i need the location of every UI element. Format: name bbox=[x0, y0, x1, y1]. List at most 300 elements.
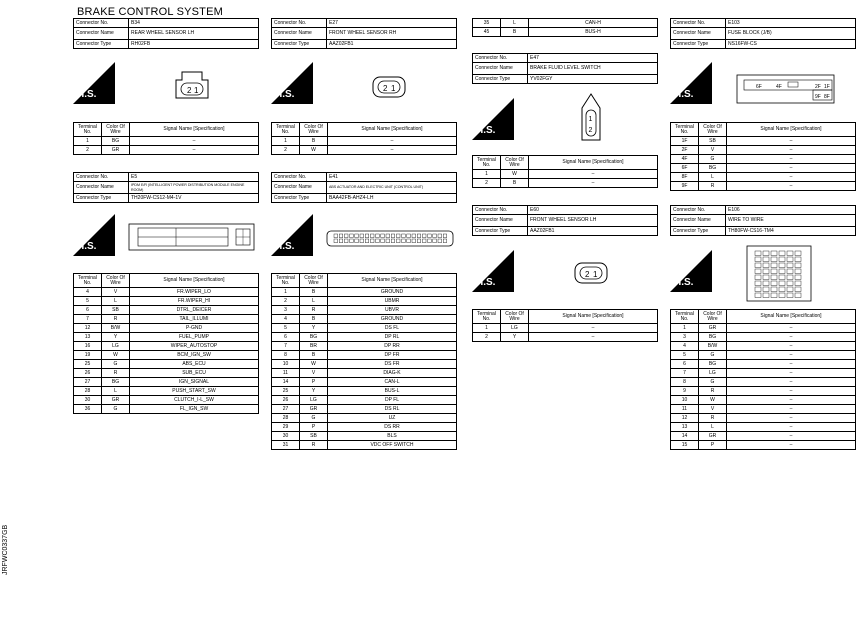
wire-color: Y bbox=[102, 333, 130, 342]
signal-name: BLS bbox=[328, 432, 457, 441]
table-row bbox=[74, 146, 259, 155]
table-row bbox=[272, 288, 457, 297]
wire-color: W bbox=[102, 351, 130, 360]
terminal-no: 15 bbox=[671, 441, 699, 450]
table-row bbox=[272, 396, 457, 405]
terminal-no: 13 bbox=[671, 423, 699, 432]
table-row bbox=[272, 369, 457, 378]
wire-color: GR bbox=[699, 432, 727, 441]
connector-name-value: FUSE BLOCK (J/B) bbox=[726, 28, 856, 40]
terminal-no: 5 bbox=[671, 351, 699, 360]
table-row bbox=[671, 396, 856, 405]
terminal-no: 25 bbox=[74, 360, 102, 369]
wire-color: SB bbox=[699, 137, 727, 146]
signal-name: BUS-H bbox=[529, 28, 658, 37]
signal-name: DS RR bbox=[328, 423, 457, 432]
wire-color: G bbox=[699, 378, 727, 387]
signal-table: Terminal No. Color Of Wire Signal Name [Specification] 1 GR – 3 BG – 4 B/W – 5 G – 6 BG – 7 LG – 8 G – 9 R – 10 W – 11 V – 12 R – 13 L – 14 GR – 15 P – bbox=[670, 309, 856, 450]
table-row bbox=[671, 432, 856, 441]
signal-name: GROUND bbox=[328, 315, 457, 324]
wire-color: GR bbox=[102, 146, 130, 155]
table-row bbox=[473, 333, 658, 342]
signal-name: – bbox=[529, 179, 658, 188]
connector-info-table: Connector No. E41 Connector Name ABS ACTUATOR AND ELECTRIC UNIT (CONTROL UNIT) Connector Type BAA42FB-AHZ4-LH bbox=[271, 172, 457, 203]
table-row bbox=[671, 360, 856, 369]
terminal-no: 7 bbox=[671, 369, 699, 378]
signal-table: Terminal No. Color Of Wire Signal Name [Specification] 1 W – 2 B – bbox=[472, 155, 658, 188]
wire-color: L bbox=[699, 173, 727, 182]
pin-label: 1 bbox=[593, 270, 598, 279]
signal-name: DP RR bbox=[328, 342, 457, 351]
wire-color: B/W bbox=[102, 324, 130, 333]
label-connector-no: Connector No. bbox=[74, 19, 129, 28]
label-connector-name: Connector Name bbox=[74, 28, 129, 40]
signal-name: – bbox=[727, 378, 856, 387]
terminal-no: 11 bbox=[272, 369, 300, 378]
wire-color: R bbox=[699, 387, 727, 396]
terminal-no: 2 bbox=[473, 333, 501, 342]
svg-text:9F: 9F bbox=[815, 94, 821, 100]
table-row bbox=[74, 351, 259, 360]
wire-color: V bbox=[699, 146, 727, 155]
e103-connector-face bbox=[736, 73, 836, 105]
e106-signal-table-wrap bbox=[670, 309, 856, 450]
terminal-no: 14 bbox=[671, 432, 699, 441]
wire-color: Y bbox=[300, 387, 328, 396]
signal-name: DS FR bbox=[328, 360, 457, 369]
signal-name: VDC OFF SWITCH bbox=[328, 441, 457, 450]
connector-no-value: E41 bbox=[327, 173, 457, 182]
hs-icon: H.S. bbox=[73, 62, 115, 104]
wire-color: R bbox=[699, 414, 727, 423]
terminal-no: 9 bbox=[671, 387, 699, 396]
connector-no-value: B34 bbox=[129, 19, 259, 28]
table-row bbox=[671, 137, 856, 146]
terminal-no: 19 bbox=[74, 351, 102, 360]
signal-table: Terminal No. Color Of Wire Signal Name [Specification] 1 LG – 2 Y – bbox=[472, 309, 658, 342]
terminal-no: 6 bbox=[74, 306, 102, 315]
wire-color: BG bbox=[102, 378, 130, 387]
terminal-no: 2 bbox=[74, 146, 102, 155]
two-pin-connector-face bbox=[572, 258, 612, 288]
wire-color: P bbox=[699, 441, 727, 450]
signal-name: P-GND bbox=[130, 324, 259, 333]
e47-connector-face bbox=[578, 92, 604, 144]
terminal-no: 28 bbox=[272, 414, 300, 423]
table-row bbox=[272, 342, 457, 351]
table-row bbox=[671, 155, 856, 164]
signal-name: BCM_IGN_SW bbox=[130, 351, 259, 360]
wire-color: B bbox=[300, 351, 328, 360]
connector-e47 bbox=[472, 53, 658, 84]
table-row bbox=[671, 441, 856, 450]
table-row bbox=[473, 324, 658, 333]
connector-e5 bbox=[73, 172, 259, 203]
terminal-no: 10 bbox=[272, 360, 300, 369]
pin-label: 1 bbox=[588, 116, 593, 123]
table-row bbox=[272, 360, 457, 369]
signal-name: – bbox=[727, 164, 856, 173]
signal-name: – bbox=[727, 342, 856, 351]
two-pin-connector-face bbox=[370, 72, 410, 102]
signal-name: FR.WIPER_HI bbox=[130, 297, 259, 306]
table-row bbox=[272, 414, 457, 423]
table-row bbox=[74, 306, 259, 315]
wire-color: BG bbox=[699, 333, 727, 342]
wire-color: V bbox=[300, 369, 328, 378]
signal-name: GROUND bbox=[328, 288, 457, 297]
table-row bbox=[74, 315, 259, 324]
connector-type-value: RH02FB bbox=[129, 40, 259, 49]
wire-color: G bbox=[699, 351, 727, 360]
wire-color: B bbox=[300, 137, 328, 146]
wire-color: V bbox=[699, 405, 727, 414]
wire-color: LG bbox=[102, 342, 130, 351]
signal-name: – bbox=[727, 387, 856, 396]
terminal-no: 35 bbox=[473, 19, 501, 28]
b34-signal-table-wrap bbox=[73, 122, 259, 155]
signal-table: Terminal No. Color Of Wire Signal Name [Specification] 1 BG – 2 GR – bbox=[73, 122, 259, 155]
signal-name: DS FL bbox=[328, 324, 457, 333]
signal-name: UZ bbox=[328, 414, 457, 423]
wire-color: B/W bbox=[699, 342, 727, 351]
terminal-no: 5 bbox=[272, 324, 300, 333]
signal-table: Terminal No. Color Of Wire Signal Name [Specification] 1 B – 2 W – bbox=[271, 122, 457, 155]
hs-icon: H.S. bbox=[670, 250, 712, 292]
wire-color: W bbox=[300, 360, 328, 369]
table-row bbox=[272, 146, 457, 155]
table-row bbox=[671, 146, 856, 155]
connector-no-value: E27 bbox=[327, 19, 457, 28]
signal-name: – bbox=[727, 396, 856, 405]
signal-name: IGN_SIGNAL bbox=[130, 378, 259, 387]
terminal-no: 28 bbox=[74, 387, 102, 396]
svg-text:2F: 2F bbox=[815, 84, 821, 90]
wire-color: P bbox=[300, 378, 328, 387]
signal-name: BUS-L bbox=[328, 387, 457, 396]
signal-name: FR.WIPER_LO bbox=[130, 288, 259, 297]
hs-icon: H.S. bbox=[472, 250, 514, 292]
e27-signal-table-wrap bbox=[271, 122, 457, 155]
signal-name: – bbox=[328, 137, 457, 146]
connector-name-value: WIRE TO WIRE bbox=[726, 215, 856, 227]
wire-color: R bbox=[300, 441, 328, 450]
table-row bbox=[671, 387, 856, 396]
terminal-no: 30 bbox=[74, 396, 102, 405]
connector-name-value: REAR WHEEL SENSOR LH bbox=[129, 28, 259, 40]
table-row bbox=[74, 369, 259, 378]
signal-name: – bbox=[727, 155, 856, 164]
terminal-no: 3 bbox=[272, 306, 300, 315]
signal-name: ABS_ECU bbox=[130, 360, 259, 369]
terminal-no: 8 bbox=[272, 351, 300, 360]
two-pin-connector-face bbox=[172, 68, 212, 102]
table-row bbox=[272, 351, 457, 360]
connector-type-value: TH80FW-CS16-TM4 bbox=[726, 227, 856, 236]
signal-table bbox=[472, 18, 658, 37]
e60-signal-table-wrap bbox=[472, 309, 658, 342]
terminal-no: 2 bbox=[473, 179, 501, 188]
terminal-no: 6F bbox=[671, 164, 699, 173]
e5-connector-face bbox=[128, 222, 256, 252]
connector-name-value: BRAKE FLUID LEVEL SWITCH bbox=[528, 63, 658, 75]
table-row bbox=[74, 387, 259, 396]
signal-name: DIAG-K bbox=[328, 369, 457, 378]
connector-info-table: Connector No. E103 Connector Name FUSE BLOCK (J/B) Connector Type NS16FW-CS bbox=[670, 18, 856, 49]
connector-info-table: Connector No. E27 Connector Name FRONT WHEEL SENSOR RH Connector Type AAZ02FB1 bbox=[271, 18, 457, 49]
signal-name: UBMR bbox=[328, 297, 457, 306]
signal-table: Terminal No. Color Of Wire Signal Name [Specification] 1F SB – 2F V – 4F G – 6F BG – 8F L – 9F R – bbox=[670, 122, 856, 191]
terminal-no: 25 bbox=[272, 387, 300, 396]
connector-no-value: E103 bbox=[726, 19, 856, 28]
terminal-no: 1 bbox=[272, 137, 300, 146]
connector-name-value: FRONT WHEEL SENSOR RH bbox=[327, 28, 457, 40]
signal-name: DP FR bbox=[328, 351, 457, 360]
signal-name: – bbox=[727, 333, 856, 342]
terminal-no: 12 bbox=[74, 324, 102, 333]
terminal-no: 1 bbox=[473, 324, 501, 333]
signal-name: – bbox=[727, 441, 856, 450]
terminal-no: 4 bbox=[671, 342, 699, 351]
wire-color: SB bbox=[300, 432, 328, 441]
terminal-no: 12 bbox=[671, 414, 699, 423]
signal-name: PUSH_START_SW bbox=[130, 387, 259, 396]
page-title: BRAKE CONTROL SYSTEM bbox=[77, 6, 224, 18]
table-row bbox=[74, 342, 259, 351]
connector-info-table: Connector No. E106 Connector Name WIRE TO WIRE Connector Type TH80FW-CS16-TM4 bbox=[670, 205, 856, 236]
terminal-no: 10 bbox=[671, 396, 699, 405]
wire-color: R bbox=[102, 369, 130, 378]
signal-name: DP RL bbox=[328, 333, 457, 342]
signal-name: – bbox=[130, 146, 259, 155]
wire-color: B bbox=[300, 315, 328, 324]
table-row bbox=[671, 378, 856, 387]
signal-name: DTRL_DEICER bbox=[130, 306, 259, 315]
connector-e27 bbox=[271, 18, 457, 49]
terminal-no: 7 bbox=[272, 342, 300, 351]
wire-color: BG bbox=[102, 137, 130, 146]
wire-color: BG bbox=[699, 164, 727, 173]
wire-color: L bbox=[501, 19, 529, 28]
label-connector-type: Connector Type bbox=[74, 40, 129, 49]
table-row bbox=[473, 19, 658, 28]
connector-type-value: NS16FW-CS bbox=[726, 40, 856, 49]
signal-name: – bbox=[727, 137, 856, 146]
wire-color: G bbox=[699, 155, 727, 164]
terminal-no: 26 bbox=[272, 396, 300, 405]
terminal-no: 16 bbox=[74, 342, 102, 351]
table-row bbox=[272, 387, 457, 396]
signal-name: CAN-L bbox=[328, 378, 457, 387]
table-row bbox=[272, 315, 457, 324]
e41-signal-table-wrap bbox=[271, 273, 457, 450]
wire-color: BR bbox=[300, 342, 328, 351]
terminal-no: 8 bbox=[671, 378, 699, 387]
signal-name: DS RL bbox=[328, 405, 457, 414]
terminal-no: 11 bbox=[671, 405, 699, 414]
pin-label: 2 bbox=[585, 270, 590, 279]
signal-name: FUEL_PUMP bbox=[130, 333, 259, 342]
e41-continuation bbox=[472, 18, 658, 37]
pin-label: 2 bbox=[588, 127, 593, 134]
table-row bbox=[272, 306, 457, 315]
wire-color: LG bbox=[699, 369, 727, 378]
wire-color: G bbox=[300, 414, 328, 423]
connector-type-value: YV02FGY bbox=[528, 75, 658, 84]
table-row bbox=[272, 333, 457, 342]
wire-color: LG bbox=[300, 396, 328, 405]
pin-label: 1 bbox=[194, 86, 199, 95]
terminal-no: 4F bbox=[671, 155, 699, 164]
table-row bbox=[74, 405, 259, 414]
terminal-no: 26 bbox=[74, 369, 102, 378]
svg-text:4F: 4F bbox=[776, 84, 782, 90]
wire-color: Y bbox=[501, 333, 529, 342]
wire-color: B bbox=[300, 288, 328, 297]
wire-color: L bbox=[102, 387, 130, 396]
connector-no-value: E5 bbox=[129, 173, 259, 182]
table-row bbox=[671, 423, 856, 432]
signal-name: CAN-H bbox=[529, 19, 658, 28]
wire-color: V bbox=[102, 288, 130, 297]
terminal-no: 2F bbox=[671, 146, 699, 155]
terminal-no: 1 bbox=[671, 324, 699, 333]
wire-color: L bbox=[102, 297, 130, 306]
signal-name: – bbox=[727, 182, 856, 191]
terminal-no: 9F bbox=[671, 182, 699, 191]
connector-info-table: Connector No. E60 Connector Name FRONT WHEEL SENSOR LH Connector Type AAZ02FB1 bbox=[472, 205, 658, 236]
table-row bbox=[272, 441, 457, 450]
signal-name: – bbox=[727, 369, 856, 378]
connector-info-table: Connector No. E5 Connector Name IPDM E/R (INTELLIGENT POWER DISTRIBUTION MODULE ENGINE ROOM) Connector Type TH20FW-CS12-M4-1V bbox=[73, 172, 259, 203]
connector-type-value: TH20FW-CS12-M4-1V bbox=[129, 194, 259, 203]
connector-e103 bbox=[670, 18, 856, 49]
signal-name: – bbox=[727, 414, 856, 423]
signal-name: FL_IGN_SW bbox=[130, 405, 259, 414]
wire-color: G bbox=[102, 405, 130, 414]
table-row bbox=[671, 324, 856, 333]
connector-name-value: FRONT WHEEL SENSOR LH bbox=[528, 215, 658, 227]
e106-connector-face bbox=[745, 244, 815, 304]
table-row bbox=[74, 378, 259, 387]
table-row bbox=[671, 405, 856, 414]
table-row bbox=[272, 324, 457, 333]
terminal-no: 1 bbox=[473, 170, 501, 179]
table-row bbox=[272, 423, 457, 432]
table-row bbox=[74, 137, 259, 146]
terminal-no: 1 bbox=[74, 137, 102, 146]
table-row bbox=[671, 182, 856, 191]
hs-icon: H.S. bbox=[271, 214, 313, 256]
wire-color: W bbox=[699, 396, 727, 405]
hs-icon: H.S. bbox=[73, 214, 115, 256]
signal-name: – bbox=[727, 146, 856, 155]
table-row bbox=[74, 396, 259, 405]
pin-label: 2 bbox=[187, 86, 192, 95]
signal-name: – bbox=[328, 146, 457, 155]
connector-no-value: E106 bbox=[726, 206, 856, 215]
connector-no-value: E60 bbox=[528, 206, 658, 215]
table-row bbox=[74, 324, 259, 333]
signal-table: Terminal No. Color Of Wire Signal Name [Specification] 4 V FR.WIPER_LO 5 L FR.WIPER_HI 6 SB DTRL_DEICER 7 R TAIL_ILLUMI 12 B/W P-GND 13 Y FUEL_PUMP 16 LG WIPER_AUTOSTOP 19 W BCM_IGN_SW 25 G ABS_ECU 26 R SUB_ECU 27 BG IGN_SIGNAL 28 L PUSH_START_SW 30 GR CLUTCH_I-L_SW 36 G FL_IGN_SW bbox=[73, 273, 259, 414]
wire-color: GR bbox=[699, 324, 727, 333]
wire-color: SB bbox=[102, 306, 130, 315]
signal-name: – bbox=[130, 137, 259, 146]
table-row bbox=[473, 170, 658, 179]
connector-e41 bbox=[271, 172, 457, 203]
table-row bbox=[74, 360, 259, 369]
terminal-no: 2 bbox=[272, 297, 300, 306]
e41-connector-face bbox=[326, 229, 456, 249]
terminal-no: 5 bbox=[74, 297, 102, 306]
table-row bbox=[671, 173, 856, 182]
terminal-no: 8F bbox=[671, 173, 699, 182]
signal-table: Terminal No. Color Of Wire Signal Name [Specification] 1 B GROUND 2 L UBMR 3 R UBVR 4 B GROUND 5 Y DS FL 6 BG DP RL 7 BR DP RR 8 B DP FR 10 W DS FR 11 V DIAG-K 14 P CAN-L 25 Y BUS-L 26 LG DP FL 27 GR DS RL 28 G UZ 29 P DS RR 30 SB BLS 31 R VDC OFF SWITCH bbox=[271, 273, 457, 450]
connector-e106 bbox=[670, 205, 856, 236]
terminal-no: 31 bbox=[272, 441, 300, 450]
signal-name: – bbox=[727, 351, 856, 360]
table-row bbox=[671, 351, 856, 360]
table-row bbox=[671, 164, 856, 173]
connector-info-table: Connector No. E47 Connector Name BRAKE FLUID LEVEL SWITCH Connector Type YV02FGY bbox=[472, 53, 658, 84]
table-row bbox=[272, 378, 457, 387]
wire-color: R bbox=[300, 306, 328, 315]
wire-color: B bbox=[501, 28, 529, 37]
wire-color: LG bbox=[501, 324, 529, 333]
hs-icon: H.S. bbox=[271, 62, 313, 104]
e47-signal-table-wrap bbox=[472, 155, 658, 188]
terminal-no: 27 bbox=[74, 378, 102, 387]
pin-label: 2 bbox=[383, 84, 388, 93]
svg-text:8F: 8F bbox=[824, 94, 830, 100]
wire-color: BG bbox=[699, 360, 727, 369]
terminal-no: 2 bbox=[272, 146, 300, 155]
wire-color: BG bbox=[300, 333, 328, 342]
connector-no-value: E47 bbox=[528, 54, 658, 63]
terminal-no: 4 bbox=[272, 315, 300, 324]
wire-color: Y bbox=[300, 324, 328, 333]
terminal-no: 30 bbox=[272, 432, 300, 441]
wire-color: L bbox=[300, 297, 328, 306]
table-row bbox=[671, 414, 856, 423]
hs-icon: H.S. bbox=[670, 62, 712, 104]
signal-name: WIPER_AUTOSTOP bbox=[130, 342, 259, 351]
wire-color: R bbox=[102, 315, 130, 324]
svg-text:6F: 6F bbox=[756, 84, 762, 90]
wire-color: W bbox=[300, 146, 328, 155]
wire-color: P bbox=[300, 423, 328, 432]
signal-name: – bbox=[529, 324, 658, 333]
connector-info-table bbox=[73, 18, 259, 49]
figure-code: JRFWC0337GB bbox=[2, 524, 9, 575]
table-row bbox=[272, 297, 457, 306]
wire-color: L bbox=[699, 423, 727, 432]
table-row bbox=[473, 179, 658, 188]
signal-name: DP FL bbox=[328, 396, 457, 405]
wire-color: GR bbox=[102, 396, 130, 405]
terminal-no: 1F bbox=[671, 137, 699, 146]
connector-name-value: ABS ACTUATOR AND ELECTRIC UNIT (CONTROL UNIT) bbox=[327, 182, 457, 194]
terminal-no: 27 bbox=[272, 405, 300, 414]
table-row bbox=[671, 333, 856, 342]
pin-label: 1 bbox=[391, 84, 396, 93]
connector-b34 bbox=[73, 18, 259, 49]
terminal-no: 6 bbox=[671, 360, 699, 369]
signal-name: – bbox=[727, 405, 856, 414]
hs-icon: H.S. bbox=[472, 98, 514, 140]
table-row bbox=[74, 297, 259, 306]
signal-name: UBVR bbox=[328, 306, 457, 315]
